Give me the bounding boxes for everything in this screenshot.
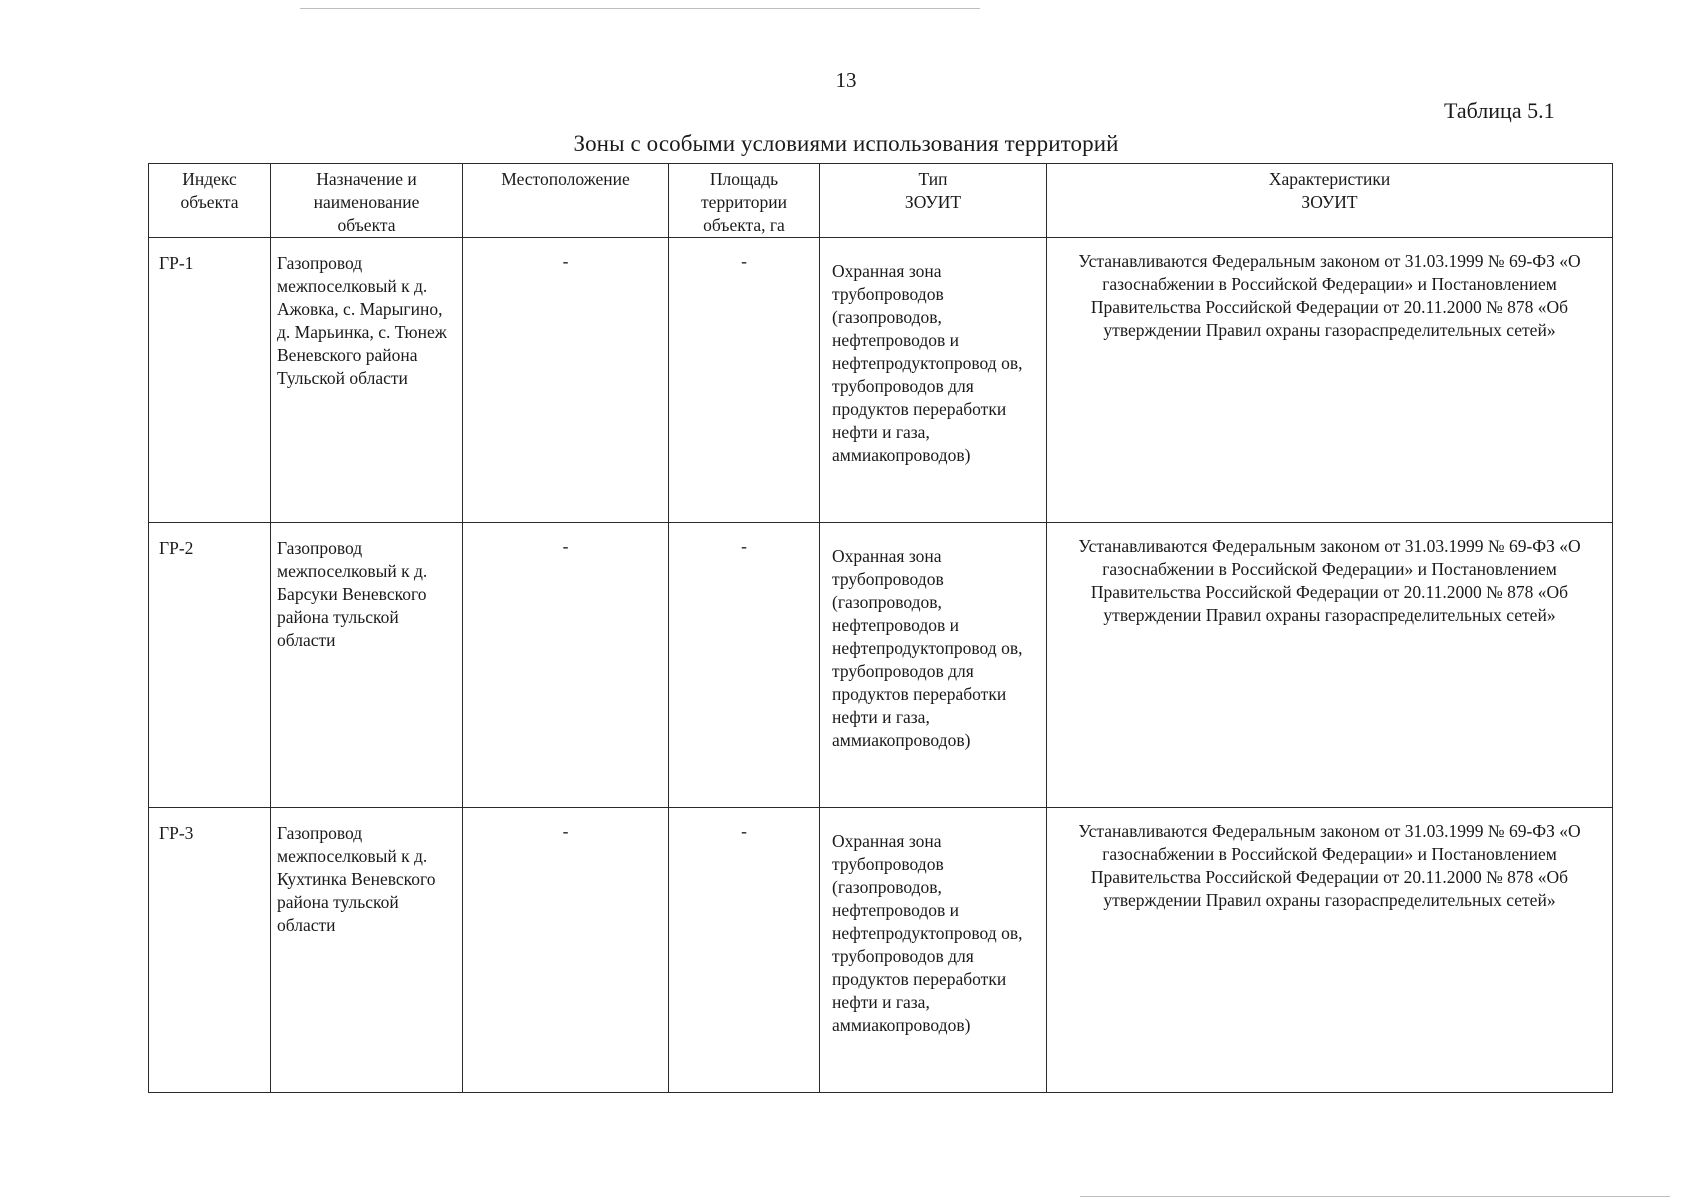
table-row bbox=[149, 523, 1613, 808]
scan-artifact-top bbox=[300, 8, 980, 9]
cell-type: Охранная зона трубопроводов (газопроводов, нефтепроводов и нефтепродуктопровод ов, трубопроводов для продуктов переработки нефти и газа, аммиакопроводов) bbox=[820, 238, 1047, 523]
cell-location: - bbox=[463, 808, 669, 1093]
cell-characteristics: Устанавливаются Федеральным законом от 31.03.1999 № 69-ФЗ «О газоснабжении в Российской Федерации» и Постановлением Правительства Российской Федерации от 20.11.2000 № 878 «Об утверждении Правил охраны газораспределительных сетей» bbox=[1047, 523, 1613, 808]
table-header-row bbox=[149, 164, 1613, 238]
scan-artifact-bottom bbox=[1080, 1196, 1670, 1197]
table-row bbox=[149, 238, 1613, 523]
header-purpose: Назначение и наименование объекта bbox=[271, 164, 463, 238]
header-type: Тип ЗОУИТ bbox=[820, 164, 1047, 238]
page-number: 13 bbox=[835, 68, 857, 92]
table-label: Таблица 5.1 bbox=[1444, 98, 1555, 123]
cell-area: - bbox=[669, 523, 820, 808]
cell-characteristics: Устанавливаются Федеральным законом от 31.03.1999 № 69-ФЗ «О газоснабжении в Российской Федерации» и Постановлением Правительства Российской Федерации от 20.11.2000 № 878 «Об утверждении Правил охраны газораспределительных сетей» bbox=[1047, 808, 1613, 1093]
cell-index: ГР-3 bbox=[149, 808, 271, 1093]
cell-index: ГР-2 bbox=[149, 523, 271, 808]
zones-table bbox=[148, 163, 1613, 1093]
cell-name: Газопровод межпоселковый к д. Кухтинка Веневского района тульской области bbox=[271, 808, 463, 1093]
header-location: Местоположение bbox=[463, 164, 669, 238]
header-characteristics: Характеристики ЗОУИТ bbox=[1047, 164, 1613, 238]
header-area: Площадь территории объекта, га bbox=[669, 164, 820, 238]
cell-location: - bbox=[463, 238, 669, 523]
cell-type: Охранная зона трубопроводов (газопроводов, нефтепроводов и нефтепродуктопровод ов, трубопроводов для продуктов переработки нефти и газа, аммиакопроводов) bbox=[820, 808, 1047, 1093]
table-title: Зоны с особыми условиями использования территорий bbox=[573, 131, 1119, 156]
cell-index: ГР-1 bbox=[149, 238, 271, 523]
cell-characteristics: Устанавливаются Федеральным законом от 31.03.1999 № 69-ФЗ «О газоснабжении в Российской Федерации» и Постановлением Правительства Российской Федерации от 20.11.2000 № 878 «Об утверждении Правил охраны газораспределительных сетей» bbox=[1047, 238, 1613, 523]
table-row bbox=[149, 808, 1613, 1093]
cell-location: - bbox=[463, 523, 669, 808]
cell-name: Газопровод межпоселковый к д. Ажовка, с. Марыгино, д. Марьинка, с. Тюнеж Веневского района Тульской области bbox=[271, 238, 463, 523]
cell-name: Газопровод межпоселковый к д. Барсуки Веневского района тульской области bbox=[271, 523, 463, 808]
cell-area: - bbox=[669, 238, 820, 523]
cell-area: - bbox=[669, 808, 820, 1093]
header-index: Индекс объекта bbox=[149, 164, 271, 238]
cell-type: Охранная зона трубопроводов (газопроводов, нефтепроводов и нефтепродуктопровод ов, трубопроводов для продуктов переработки нефти и газа, аммиакопроводов) bbox=[820, 523, 1047, 808]
